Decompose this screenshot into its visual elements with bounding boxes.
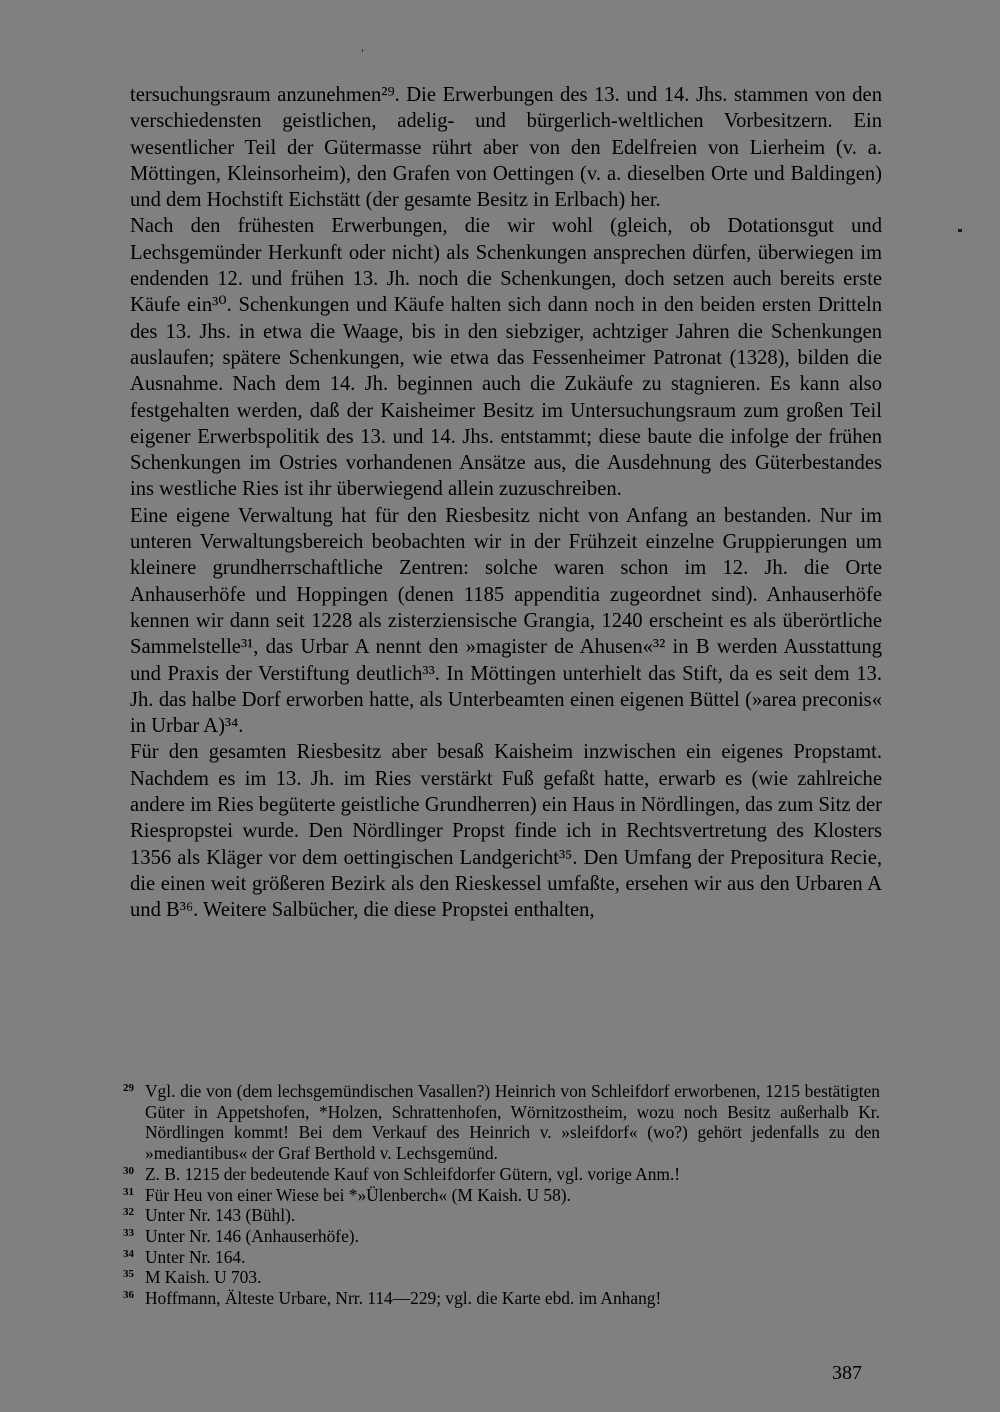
footnote-number: 36 [123, 1289, 134, 1302]
footnote-number: 31 [123, 1185, 134, 1198]
paragraph: tersuchungsraum anzunehmen²⁹. Die Erwerbungen des 13. und 14. Jhs. stammen von den verschiedensten geistlichen, adelig- und bürgerlich-weltlichen Vorbesitzern. Ein wesentlicher Teil der Gütermasse rührt aber von den Edelfreien von Lierheim (v. a. Möttingen, Kleinsorheim), den Grafen von Oettingen (v. a. dieselben Orte und Baldingen) und dem Hochstift Eichstätt (der gesamte Besitz in Erlbach) her. [130, 84, 882, 212]
footnote-text: Hoffmann, Älteste Urbare, Nrr. 114—229; vgl. die Karte ebd. im Anhang! [145, 1288, 662, 1309]
footnote-text: Für Heu von einer Wiese bei *»Ülenberch« (M Kaish. U 58). [145, 1184, 571, 1205]
footnote-text: Unter Nr. 146 (Anhauserhöfe). [145, 1225, 359, 1246]
footnote-number: 33 [123, 1226, 134, 1239]
footnote-text: M Kaish. U 703. [145, 1267, 262, 1288]
paragraph: Für den gesamten Riesbesitz aber besaß Kaisheim inzwischen ein eigenes Propstamt. Nachdem es im 13. Jh. im Ries verstärkt Fuß gefaßt hatte, erwarb es (wie zahlreiche andere im Ries begüterte geistliche Grundherren) ein Haus in Nördlingen, das zum Sitz der Riespropstei wurde. Den Nördlinger Propst finde ich in Rechtsvertretung des Klosters 1356 als Kläger vor dem oettingischen Landgericht³⁵. Den Umfang der Prepositura Recie, die einen weit größeren Bezirk als den Rieskessel umfaßte, ersehen wir aus den Urbaren A und B³⁶. Weitere Salbücher, die diese Propstei enthalten, [130, 741, 882, 922]
scan-mark [958, 229, 962, 232]
footnote [123, 1081, 880, 1164]
footnote-text: Unter Nr. 164. [145, 1246, 246, 1267]
paragraph: Eine eigene Verwaltung hat für den Riesbesitz nicht von Anfang an bestanden. Nur im unteren Verwaltungsbereich beobachten wir in der Frühzeit einzelne Gruppierungen um kleinere grundherrschaftliche Zentren: solche waren schon im 12. Jh. die Orte Anhauserhöfe und Hoppingen (denen 1185 appenditia zugeordnet sind). Anhauserhöfe kennen wir dann seit 1228 als zisterziensische Grangia, 1240 erscheint es als überörtliche Sammelstelle³¹, das Urbar A nennt den »magister de Ahusen«³² in B werden Ausstattung und Praxis der Verstiftung deutlich³³. In Möttingen unterhielt das Stift, da es seit dem 13. Jh. das halbe Dorf erworben hatte, als Unterbeamten einen eigenen Büttel (»area preconis« in Urbar A)³⁴. [130, 504, 882, 738]
footnotes [123, 1081, 880, 1309]
footnote-text: Vgl. die von (dem lechsgemündischen Vasallen?) Heinrich von Schleifdorf erworbenen, 1215 bestätigten Güter in Appetshofen, *Holzen, Schrattenhofen, Wörnitzostheim, wozu noch Besitz außerhalb Kr. Nördlingen kommt! Bei dem Verkauf des Heinrich v. »sleifdorf« (wo?) gehört jedenfalls zu den »mediantibus« der Graf Berthold v. Lechsgemünd. [145, 1081, 880, 1164]
footnote-number: 34 [123, 1247, 134, 1260]
body-text [130, 82, 882, 924]
footnote [123, 1288, 880, 1309]
footnote [123, 1226, 880, 1247]
footnote [123, 1185, 880, 1206]
footnote-number: 30 [123, 1164, 134, 1177]
paragraph: Nach den frühesten Erwerbungen, die wir wohl (gleich, ob Dotationsgut und Lechsgemünder Herkunft oder nicht) als Schenkungen ansprechen dürfen, überwiegen im endenden 12. und frühen 13. Jh. noch die Schenkungen, doch setzen auch bereits erste Käufe ein³⁰. Schenkungen und Käufe halten sich dann noch in den beiden ersten Dritteln des 13. Jhs. in etwa die Waage, bis in den siebziger, achtziger Jahren die Schenkungen auslaufen; spätere Schenkungen, wie etwa das Fessenheimer Patronat (1328), bilden die Ausnahme. Nach dem 14. Jh. beginnen auch die Zukäufe zu stagnieren. Es kann also festgehalten werden, daß der Kaisheimer Besitz im Untersuchungsraum zum großen Teil eigener Erwerbspolitik des 13. und 14. Jhs. entstammt; diese baute die infolge der frühen Schenkungen im Ostries vorhandenen Ansätze aus, die Ausdehnung des Güterbestandes ins westliche Ries ist ihr überwiegend allein zuzuschreiben. [130, 215, 882, 501]
footnote-number: 35 [123, 1268, 134, 1281]
footnote [123, 1164, 880, 1185]
footnote [123, 1205, 880, 1226]
page-number: 387 [832, 1362, 862, 1384]
footnote [123, 1267, 880, 1288]
footnote-number: 32 [123, 1206, 134, 1219]
scan-mark [362, 49, 363, 52]
footnote-text: Unter Nr. 143 (Bühl). [145, 1205, 296, 1226]
footnote-number: 29 [123, 1082, 134, 1094]
footnote-text: Z. B. 1215 der bedeutende Kauf von Schleifdorfer Gütern, vgl. vorige Anm.! [145, 1163, 681, 1184]
footnote [123, 1247, 880, 1268]
